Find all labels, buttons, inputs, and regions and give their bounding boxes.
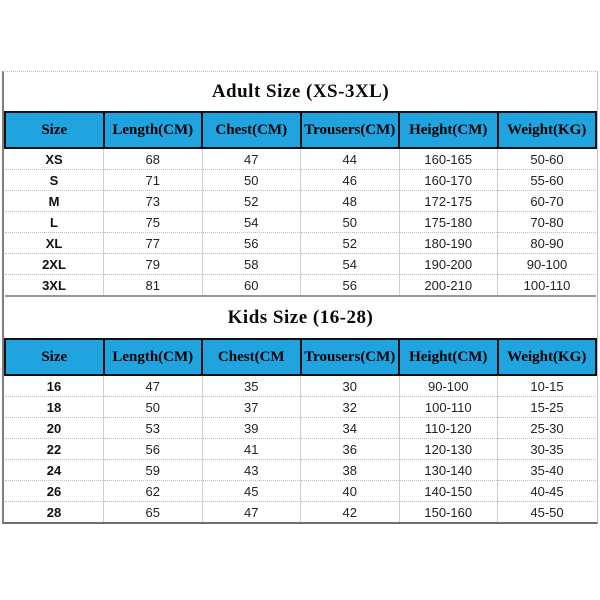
value-cell: 30-35 [498, 439, 597, 460]
adult-size-table [4, 111, 597, 297]
table-row [5, 439, 596, 460]
header-row [5, 339, 596, 375]
size-cell: 2XL [5, 254, 104, 275]
column-header: Chest(CM [202, 339, 301, 375]
value-cell: 65 [104, 502, 203, 523]
value-cell: 37 [202, 397, 301, 418]
size-cell: 3XL [5, 275, 104, 297]
column-header: Trousers(CM) [301, 339, 400, 375]
value-cell: 140-150 [399, 481, 498, 502]
kids-table-body [5, 375, 596, 522]
size-chart-panel [2, 71, 598, 524]
value-cell: 56 [301, 275, 400, 297]
value-cell: 44 [301, 148, 400, 170]
value-cell: 36 [301, 439, 400, 460]
value-cell: 160-170 [399, 170, 498, 191]
value-cell: 39 [202, 418, 301, 439]
value-cell: 15-25 [498, 397, 597, 418]
value-cell: 43 [202, 460, 301, 481]
value-cell: 56 [104, 439, 203, 460]
adult-size-title: Adult Size (XS-3XL) [211, 80, 390, 102]
size-cell: 28 [5, 502, 104, 523]
value-cell: 60-70 [498, 191, 597, 212]
value-cell: 40 [301, 481, 400, 502]
value-cell: 45 [202, 481, 301, 502]
value-cell: 71 [104, 170, 203, 191]
value-cell: 120-130 [399, 439, 498, 460]
value-cell: 56 [202, 233, 301, 254]
value-cell: 41 [202, 439, 301, 460]
value-cell: 175-180 [399, 212, 498, 233]
size-cell: 20 [5, 418, 104, 439]
adult-table-header [5, 112, 596, 148]
column-header: Height(CM) [399, 339, 498, 375]
value-cell: 45-50 [530, 504, 564, 520]
value-cell: 42 [301, 502, 400, 523]
table-row [5, 460, 596, 481]
value-cell: 38 [301, 460, 400, 481]
column-header: Weight(KG) [498, 112, 597, 148]
value-cell: 70-80 [498, 212, 597, 233]
value-cell: 35-40 [498, 460, 597, 481]
value-cell: 75 [104, 212, 203, 233]
value-cell: 10-15 [498, 375, 597, 397]
value-cell: 50-60 [498, 148, 597, 170]
value-cell: 53 [104, 418, 203, 439]
size-cell: 26 [5, 481, 104, 502]
size-cell: M [5, 191, 104, 212]
value-cell: 180-190 [399, 233, 498, 254]
value-cell: 79 [104, 254, 203, 275]
table-row [5, 375, 596, 397]
kids-table-header [5, 339, 596, 375]
value-cell: 68 [104, 148, 203, 170]
column-header: Size [5, 339, 104, 375]
table-row [5, 191, 596, 212]
table-row [5, 254, 596, 275]
table-row [5, 481, 596, 502]
column-header: Length(CM) [104, 339, 203, 375]
value-cell: 160-165 [399, 148, 498, 170]
value-cell: 200-210 [399, 275, 498, 297]
size-cell: 18 [5, 397, 104, 418]
value-cell: 190-200 [399, 254, 498, 275]
column-header: Height(CM) [399, 112, 498, 148]
value-cell: 50 [104, 397, 203, 418]
table-row [5, 418, 596, 439]
value-cell: 50 [202, 170, 301, 191]
value-cell: 52 [301, 233, 400, 254]
value-cell: 47 [104, 375, 203, 397]
value-cell: 130-140 [399, 460, 498, 481]
value-cell: 81 [104, 275, 203, 297]
value-cell: 47 [202, 502, 301, 523]
value-cell: 59 [104, 460, 203, 481]
size-cell: 22 [5, 439, 104, 460]
value-cell: 54 [301, 254, 400, 275]
value-cell: 172-175 [399, 191, 498, 212]
table-row [5, 397, 596, 418]
value-cell: 110-120 [399, 418, 498, 439]
value-cell: 58 [202, 254, 301, 275]
table-row [5, 275, 596, 297]
table-row [5, 502, 596, 523]
value-cell: 73 [104, 191, 203, 212]
value-cell: 90-100 [498, 254, 597, 275]
value-cell: 50 [301, 212, 400, 233]
table-row [5, 212, 596, 233]
column-header: Trousers(CM) [301, 112, 400, 148]
value-cell: 52 [202, 191, 301, 212]
value-cell: 47 [202, 148, 301, 170]
header-row [5, 112, 596, 148]
value-cell: 48 [301, 191, 400, 212]
value-cell: 100-110 [399, 397, 498, 418]
value-cell: 55-60 [498, 170, 597, 191]
kids-size-title: Kids Size (16-28) [227, 306, 374, 328]
value-cell: 30 [301, 375, 400, 397]
value-cell: 100-110 [498, 275, 597, 297]
value-cell: 40-45 [498, 481, 597, 502]
column-header: Chest(CM) [202, 112, 301, 148]
value-cell: 34 [301, 418, 400, 439]
table-row [5, 170, 596, 191]
value-cell: 54 [202, 212, 301, 233]
value-cell: 90-100 [399, 375, 498, 397]
kids-size-table [4, 338, 597, 522]
value-cell: 150-160 [399, 502, 498, 523]
value-cell: 46 [301, 170, 400, 191]
value-cell: 60 [202, 275, 301, 297]
size-cell: 16 [5, 375, 104, 397]
value-cell: 35 [202, 375, 301, 397]
adult-table-body [5, 148, 596, 296]
column-header: Length(CM) [104, 112, 203, 148]
table-row [5, 148, 596, 170]
value-cell: 32 [301, 397, 400, 418]
value-cell: 25-30 [498, 418, 597, 439]
size-cell: XL [5, 233, 104, 254]
value-cell: 77 [104, 233, 203, 254]
column-header: Weight(KG) [498, 339, 597, 375]
table-row [5, 233, 596, 254]
value-cell: 80-90 [498, 233, 597, 254]
size-cell: L [5, 212, 104, 233]
size-cell: S [5, 170, 104, 191]
value-cell: 62 [104, 481, 203, 502]
column-header: Size [5, 112, 104, 148]
size-cell: XS [5, 148, 104, 170]
size-cell: 24 [5, 460, 104, 481]
